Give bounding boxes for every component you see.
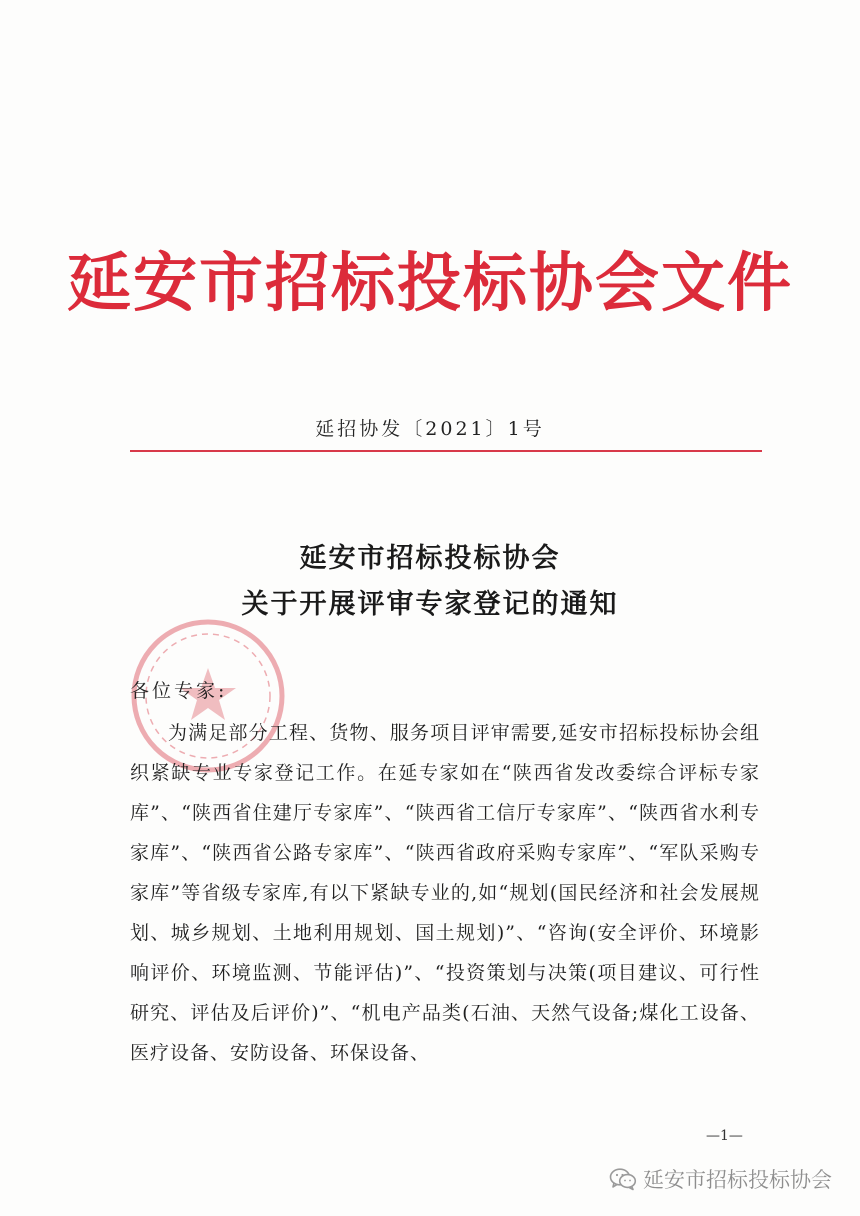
body-paragraph: 为满足部分工程、货物、服务项目评审需要,延安市招标投标协会组织紧缺专业专家登记工作。在延专家如在“陕西省发改委综合评标专家库”、“陕西省住建厅专家库”、“陕西省工信厅专家库”、“陕西省水利专家库”、“陕西省公路专家库”、“陕西省政府采购专家库”、“军队采购专家库”等省级专家库,有以下紧缺专业的,如“规划(国民经济和社会发展规划、城乡规划、土地利用规划、国土规划)”、“咨询(安全评价、环境影响评价、环境监测、节能评估)”、“投资策划与决策(项目建议、可行性研究、评估及后评价)”、“机电产品类(石油、天然气设备;煤化工设备、医疗设备、安防设备、环保设备、 <box>130 722 760 1064</box>
watermark-text: 延安市招标投标协会 <box>643 1168 832 1192</box>
wechat-icon <box>609 1167 637 1191</box>
page-number: —1— <box>706 1128 743 1144</box>
notice-title-line-1: 延安市招标投标协会 <box>299 543 561 574</box>
salutation: 各位专家: <box>130 680 228 702</box>
org-header: 延安市招标投标协会文件 <box>67 247 793 321</box>
red-divider <box>130 450 762 452</box>
wechat-watermark <box>609 1164 832 1194</box>
document-number: 延招协发〔2021〕1号 <box>315 418 545 440</box>
notice-title-line-2: 关于开展评审专家登记的通知 <box>241 589 619 620</box>
